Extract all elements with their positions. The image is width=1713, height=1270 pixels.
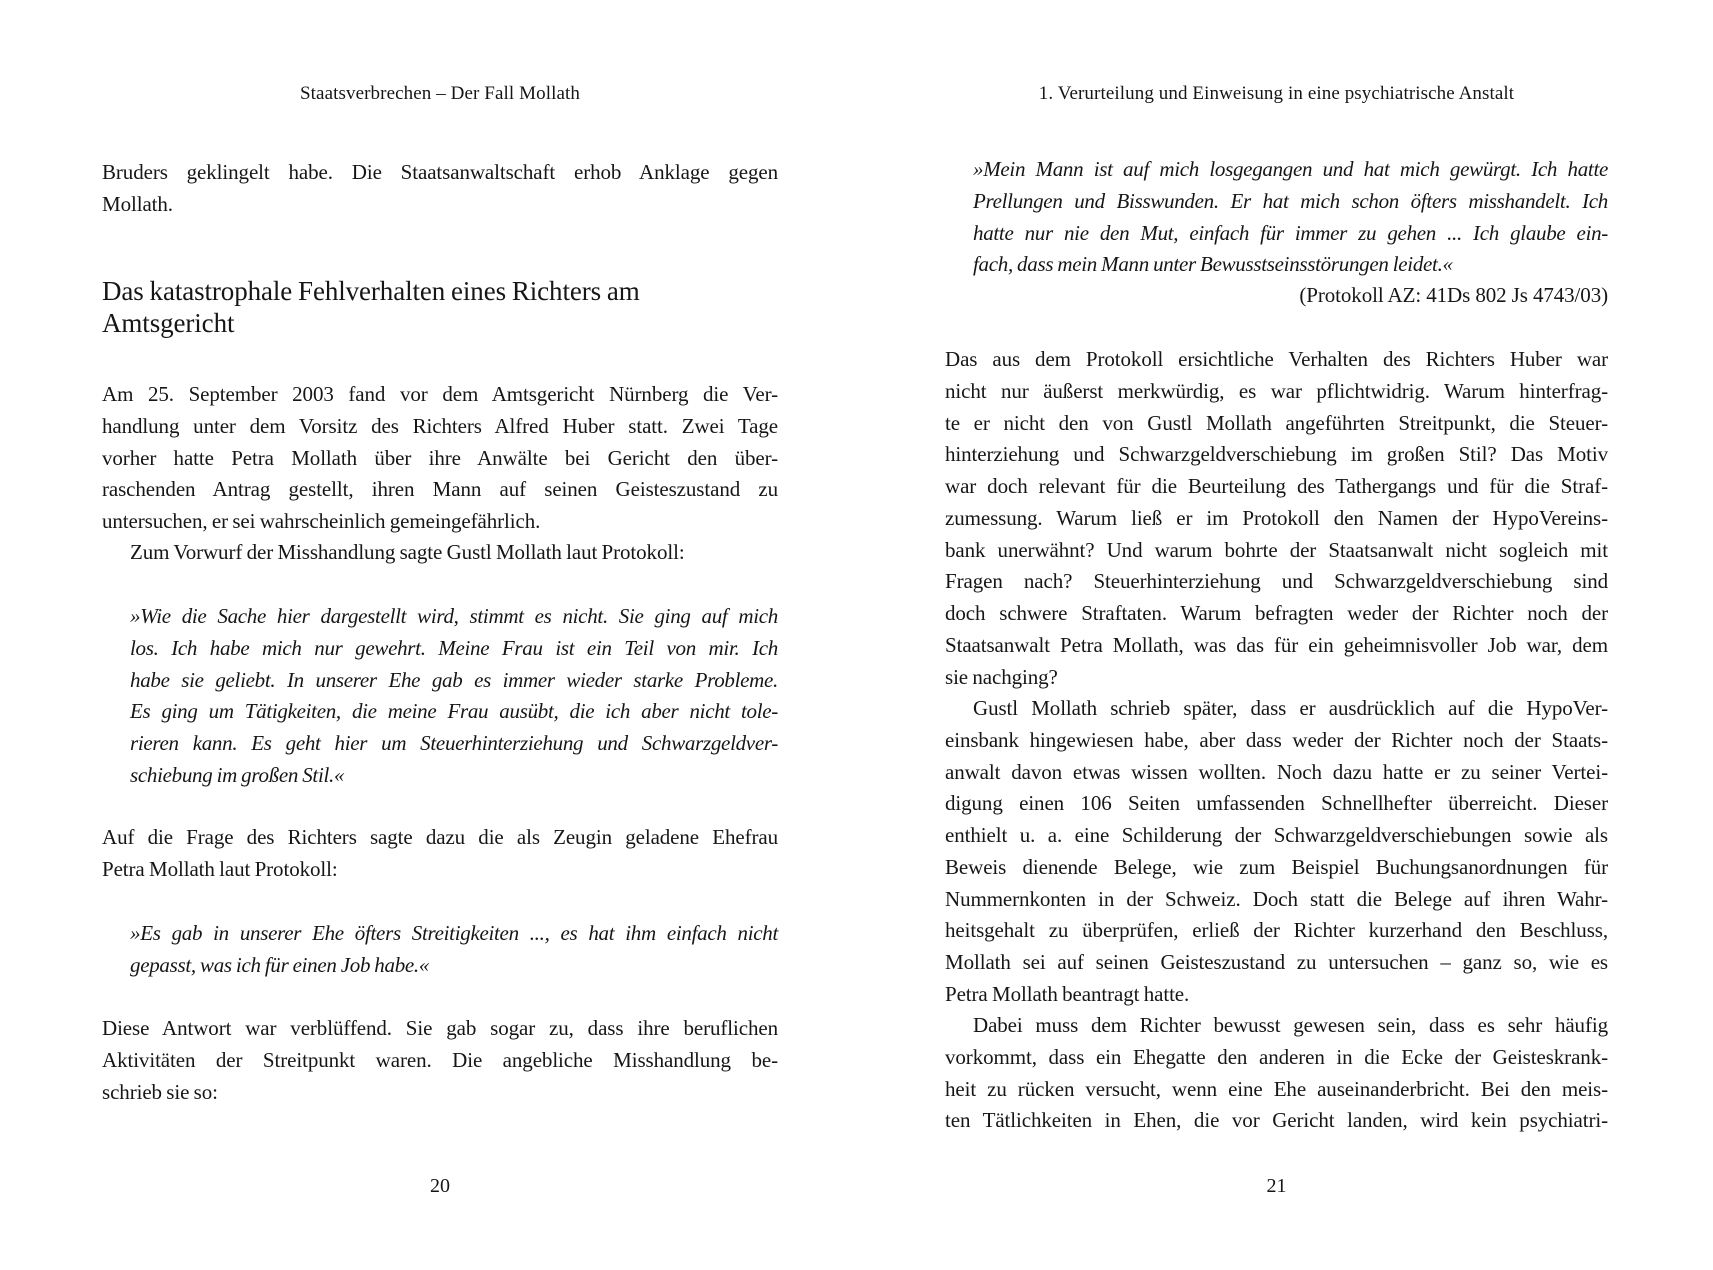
text-line: heit zu rücken versucht, wenn eine Ehe auseinanderbricht. Bei den meis-	[945, 1076, 1608, 1101]
text-line: Zum Vorwurf der Misshandlung sagte Gustl Mollath laut Protokoll:	[130, 540, 685, 564]
text-line: Nummernkonten in der Schweiz. Doch statt die Belege auf ihren Wahr-	[945, 886, 1608, 911]
text-line: Beweis dienende Belege, wie zum Beispiel Buchungsanordnungen für	[945, 854, 1608, 879]
text-line: untersuchen, er sei wahrscheinlich gemeingefährlich.	[102, 509, 541, 533]
text-line: raschenden Antrag gestellt, ihren Mann auf seinen Geisteszustand zu	[102, 477, 778, 502]
paragraph-auf-die-frage	[102, 822, 778, 886]
text-line: los. Ich habe mich nur gewehrt. Meine Frau ist ein Teil von mir. Ich	[130, 635, 778, 660]
text-line: Fragen nach? Steuerhinterziehung und Schwarzgeldverschiebung sind	[945, 569, 1608, 594]
running-head-right: 1. Verurteilung und Einweisung in eine psychiatrische Anstalt	[1038, 83, 1515, 104]
section-heading	[102, 274, 778, 338]
text-line: Das katastrophale Fehlverhalten eines Richters am	[102, 276, 640, 306]
text-line: Mollath.	[102, 191, 173, 216]
text-line: war doch relevant für die Beurteilung des Tathergangs und für die Straf-	[945, 474, 1608, 498]
text-line: handlung unter dem Vorsitz des Richters Alfred Huber statt. Zwei Tage	[102, 413, 778, 438]
text-line: Amtsgericht	[102, 307, 235, 338]
blockquote-petra-mollath	[130, 918, 778, 982]
text-line: »Mein Mann ist auf mich losgegangen und hat mich gewürgt. Ich hatte	[973, 157, 1608, 181]
text-line: anwalt davon etwas wissen wollten. Noch dazu hatte er zu seiner Vertei-	[945, 759, 1608, 784]
text-line: nicht nur äußerst merkwürdig, es war pflichtwidrig. Warum hinterfrag-	[945, 378, 1608, 403]
paragraph-das-aus-dem-protokoll	[945, 344, 1608, 693]
text-line: schiebung im großen Stil.«	[130, 762, 345, 787]
text-line: fach, dass mein Mann unter Bewusstseinsstörungen leidet.«	[973, 252, 1453, 277]
quote-attribution: (Protokoll AZ: 41Ds 802 Js 4743/03)	[1299, 283, 1608, 307]
text-line: Diese Antwort war verblüffend. Sie gab sogar zu, dass ihre beruflichen	[102, 1016, 778, 1040]
text-line: Bruders geklingelt habe. Die Staatsanwaltschaft erhob Anklage gegen	[102, 160, 778, 184]
paragraph-continuation	[102, 157, 778, 221]
text-line: Am 25. September 2003 fand vor dem Amtsgericht Nürnberg die Ver-	[102, 382, 778, 406]
text-line: Mollath sei auf seinen Geisteszustand zu untersuchen – ganz so, wie es	[945, 950, 1608, 974]
text-line: vorher hatte Petra Mollath über ihre Anwälte bei Gericht den über-	[102, 445, 778, 470]
page-right	[945, 0, 1608, 1270]
text-line: digung einen 106 Seiten umfassenden Schnellhefter überreicht. Dieser	[945, 791, 1608, 816]
text-line: Gustl Mollath schrieb später, dass er ausdrücklich auf die HypoVer-	[973, 696, 1608, 720]
text-line: Das aus dem Protokoll ersichtliche Verhalten des Richters Huber war	[945, 347, 1608, 371]
text-line: Petra Mollath laut Protokoll:	[102, 856, 338, 881]
text-line: Dabei muss dem Richter bewusst gewesen sein, dass es sehr häufig	[973, 1013, 1608, 1037]
text-line: Prellungen und Bisswunden. Er hat mich schon öfters misshandelt. Ich	[973, 188, 1608, 213]
paragraph-dabei-muss	[945, 1010, 1608, 1137]
text-line: Aktivitäten der Streitpunkt waren. Die angebliche Misshandlung be-	[102, 1047, 778, 1072]
text-line: schrieb sie so:	[102, 1079, 218, 1104]
text-line: te er nicht den von Gustl Mollath angeführten Streitpunkt, die Steuer-	[945, 410, 1608, 435]
text-line: heitsgehalt zu überprüfen, erließ der Richter kurzerhand den Beschluss,	[945, 918, 1608, 943]
text-line: »Wie die Sache hier dargestellt wird, stimmt es nicht. Sie ging auf mich	[130, 604, 778, 628]
text-line: »Es gab in unserer Ehe öfters Streitigkeiten ..., es hat ihm einfach nicht	[130, 921, 778, 945]
text-line: bank unerwähnt? Und warum bohrte der Staatsanwalt nicht sogleich mit	[945, 537, 1608, 562]
text-line: rieren kann. Es geht hier um Steuerhinterziehung und Schwarzgeldver-	[130, 731, 778, 755]
text-line: Es ging um Tätigkeiten, die meine Frau ausübt, die ich aber nicht tole-	[130, 699, 778, 724]
text-line: Petra Mollath beantragt hatte.	[945, 981, 1190, 1006]
paragraph-zum-vorwurf	[102, 537, 778, 569]
text-line: gepasst, was ich für einen Job habe.«	[130, 952, 430, 977]
blockquote-mein-mann	[973, 154, 1608, 281]
paragraph-gustl-schrieb-spaeter	[945, 693, 1608, 1011]
paragraph-am25-september	[102, 379, 778, 538]
page-number-right: 21	[1266, 1175, 1287, 1197]
paragraph-diese-antwort	[102, 1013, 778, 1108]
text-line: einsbank hingewiesen habe, aber dass weder der Richter noch der Staats-	[945, 727, 1608, 752]
text-line: doch schwere Straftaten. Warum befragten weder der Richter noch der	[945, 601, 1608, 625]
page-left	[102, 0, 778, 1270]
text-line: Auf die Frage des Richters sagte dazu die als Zeugin geladene Ehefrau	[102, 825, 778, 849]
blockquote-gustl-mollath	[130, 601, 778, 792]
text-line: habe sie geliebt. In unserer Ehe gab es immer wieder starke Probleme.	[130, 667, 778, 692]
text-line: ten Tätlichkeiten in Ehen, die vor Gericht landen, wird kein psychiatri-	[945, 1108, 1608, 1133]
text-line: vorkommt, dass ein Ehegatte den anderen in die Ecke der Geisteskrank-	[945, 1044, 1608, 1069]
text-line: Staatsanwalt Petra Mollath, was das für ein geheimnisvoller Job war, dem	[945, 632, 1608, 657]
running-head-left: Staatsverbrechen – Der Fall Mollath	[300, 83, 580, 104]
text-line: hinterziehung und Schwarzgeldverschiebung im großen Stil? Das Motiv	[945, 442, 1608, 467]
text-line: zumessung. Warum ließ er im Protokoll den Namen der HypoVereins-	[945, 505, 1608, 530]
text-line: hatte nur nie den Mut, einfach für immer zu gehen ... Ich glaube ein-	[973, 220, 1608, 245]
page-number-left: 20	[430, 1175, 450, 1197]
text-line: enthielt u. a. eine Schilderung der Schwarzgeldverschiebungen sowie als	[945, 823, 1608, 847]
text-line: sie nachging?	[945, 664, 1058, 689]
